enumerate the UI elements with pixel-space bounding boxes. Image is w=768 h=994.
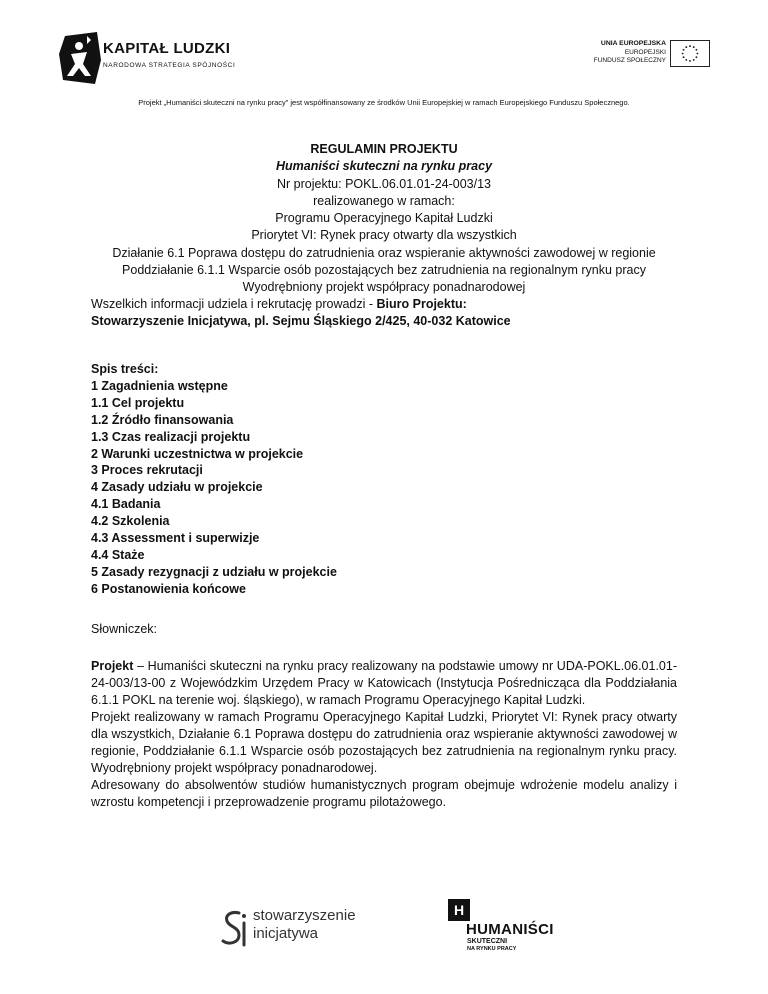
project-name: Humaniści skuteczni na rynku pracy: [275, 159, 493, 174]
eu-star-icon: [693, 46, 695, 48]
toc-item: 4.1 Badania: [91, 497, 161, 512]
toc-heading: Spis treści:: [91, 362, 159, 376]
toc-item: 4.2 Szkolenia: [91, 514, 170, 529]
eu-star-icon: [695, 49, 697, 51]
title-line-6: Działanie 6.1 Poprawa dostępu do zatrudnienia oraz wspieranie aktywności zawodowej w regionie: [112, 245, 656, 260]
eu-star-icon: [693, 59, 695, 61]
glossary-body: [91, 658, 677, 811]
glossary-paragraph-3: Adresowany do absolwentów studiów humanistycznych program obejmuje wdrożenie modelu analizy i wzrostu kompetencji i przeprowadzenie programu pilotażowego.: [91, 778, 677, 809]
eu-star-icon: [695, 56, 697, 58]
office-address: Stowarzyszenie Inicjatywa, pl. Sejmu Śląskiego 2/425, 40-032 Katowice: [91, 314, 511, 329]
toc-item: 5 Zasady rezygnacji z udziału w projekcie: [91, 564, 337, 579]
kapital-ludzki-emblem-icon: [57, 30, 105, 86]
eu-star-icon: [685, 59, 687, 61]
humanisci-logo: [446, 899, 566, 959]
humanisci-sub1: SKUTECZNI: [467, 938, 508, 945]
title-line-8: Wyodrębniony projekt współpracy ponadnarodowej: [242, 280, 526, 295]
si-line1: stowarzyszenie: [253, 907, 356, 924]
kapital-ludzki-subtitle: NARODOWA STRATEGIA SPÓJNOŚCI: [103, 62, 236, 69]
humanisci-mark-icon: H: [448, 899, 470, 921]
toc-item: 4.3 Assessment i superwizje: [91, 531, 260, 546]
eu-line3: FUNDUSZ SPOŁECZNY: [593, 57, 666, 64]
toc-item: 1.2 Źródło finansowania: [91, 412, 234, 427]
eu-logo: [560, 40, 710, 74]
toc-item: 6 Postanowienia końcowe: [91, 581, 246, 596]
humanisci-title: HUMANIŚCI: [466, 921, 554, 938]
toc-item: 4.4 Staże: [91, 547, 145, 562]
eu-star-icon: [696, 53, 698, 55]
eu-star-icon: [683, 56, 685, 58]
document-heading: REGULAMIN PROJEKTU: [310, 142, 458, 156]
toc-item: 1.1 Cel projektu: [91, 395, 185, 410]
title-line-7: Poddziałanie 6.1.1 Wsparcie osób pozostających bez zatrudnienia na regionalnym rynku pracy: [122, 263, 646, 278]
title-line-3: realizowanego w ramach:: [313, 193, 455, 208]
contact-intro: Wszelkich informacji udziela i rekrutację prowadzi -: [91, 297, 377, 311]
humanisci-sub2: NA RYNKU PRACY: [467, 946, 517, 952]
table-of-contents: [91, 361, 691, 598]
glossary-label: Słowniczek:: [91, 622, 157, 636]
si-monogram-icon: [221, 907, 249, 951]
cofinancing-note: Projekt „Humaniści skuteczni na rynku pracy” jest współfinansowany ze środków Unii Europejskiej w ramach Europejskiego Funduszu Społecznego.: [138, 98, 630, 107]
office-label: Biuro Projektu:: [376, 297, 467, 311]
eu-line2: EUROPEJSKI: [624, 48, 666, 56]
si-line2: inicjatywa: [253, 925, 319, 942]
toc-item: 2 Warunki uczestnictwa w projekcie: [91, 446, 304, 461]
toc-item: 1.3 Czas realizacji projektu: [91, 429, 251, 444]
glossary-paragraph-2: Projekt realizowany w ramach Programu Operacyjnego Kapitał Ludzki, Priorytet VI: Rynek pracy otwarty dla wszystkich, Działanie 6.1 Poprawa dostępu do zatrudnienia oraz wspieranie aktywności zawodowej w regionie, Poddziałanie 6.1.1 Wsparcie osób pozostających bez zatrudnienia na regionalnym rynku pracy. Wyodrębniony projekt współpracy ponadnarodowej.: [91, 710, 677, 775]
kapital-ludzki-title: KAPITAŁ LUDZKI: [103, 40, 231, 57]
eu-line1: UNIA EUROPEJSKA: [600, 40, 666, 47]
eu-star-icon: [689, 45, 691, 47]
eu-star-icon: [683, 49, 685, 51]
contact-line-1: [91, 296, 691, 313]
eu-star-icon: [689, 60, 691, 62]
title-line-5: Priorytet VI: Rynek pracy otwarty dla wszystkich: [251, 228, 517, 243]
project-number: Nr projektu: POKL.06.01.01-24-003/13: [276, 176, 492, 191]
glossary-term: Projekt: [91, 659, 134, 673]
glossary-paragraph-1: [91, 658, 677, 709]
toc-item: 1 Zagadnienia wstępne: [91, 378, 228, 393]
contact-info: [91, 296, 691, 331]
eu-logo-text: [594, 40, 666, 66]
eu-star-icon: [685, 46, 687, 48]
si-logo-text: [253, 907, 356, 943]
kapital-ludzki-logo: [57, 30, 247, 90]
eu-flag-icon: [670, 40, 710, 67]
title-block: [0, 141, 768, 297]
glossary-definition: – Humaniści skuteczni na rynku pracy realizowany na podstawie umowy nr UDA-POKL.06.01.01-24-003/13-00 z Wojewódzkim Urzędem Pracy w Katowicach (Instytucja Pośrednicząca dla Poddziałania 6.1.1 POKL na terenie woj. śląskiego), w ramach Programu Operacyjnego Kapitał Ludzki.: [91, 659, 677, 707]
toc-item: 4 Zasady udziału w projekcie: [91, 480, 263, 495]
stowarzyszenie-inicjatywa-logo: [221, 905, 381, 955]
title-line-4: Programu Operacyjnego Kapitał Ludzki: [275, 211, 493, 226]
eu-star-icon: [682, 53, 684, 55]
toc-item: 3 Proces rekrutacji: [91, 463, 203, 478]
